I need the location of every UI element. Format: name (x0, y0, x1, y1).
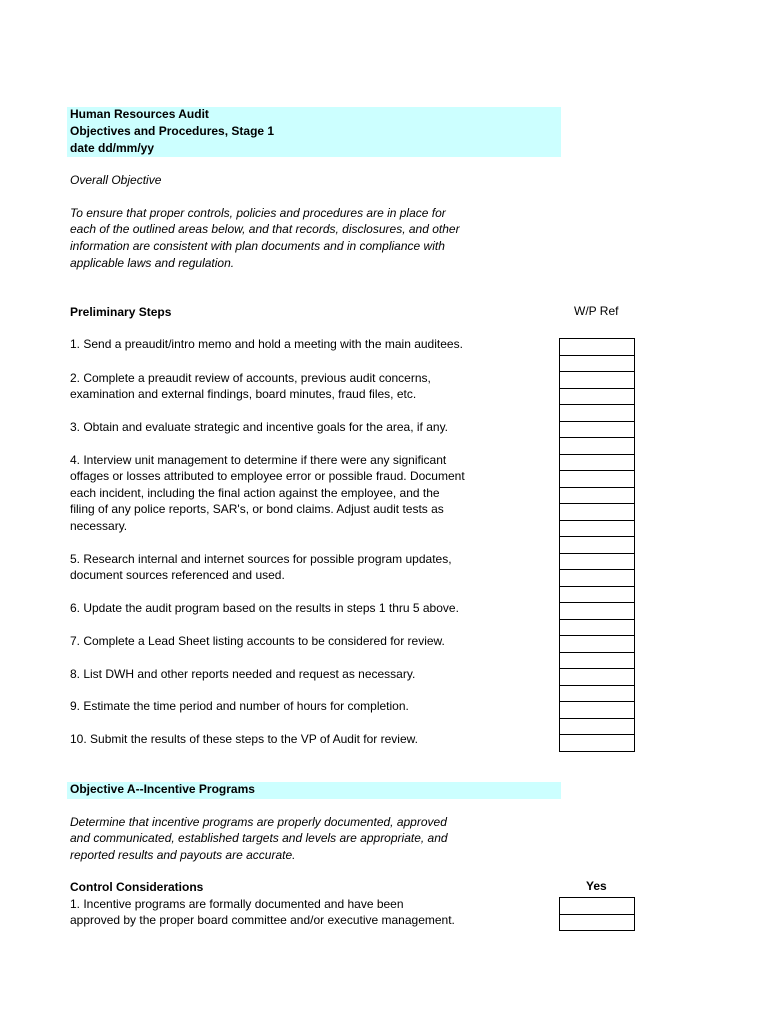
step-item: each incident, including the final action against the employee, and the (70, 486, 440, 500)
step-item: 6. Update the audit program based on the results in steps 1 thru 5 above. (70, 601, 459, 615)
wp-ref-cell[interactable] (559, 734, 635, 752)
wp-ref-header: W/P Ref (574, 304, 619, 318)
control-considerations-title: Control Considerations (70, 880, 204, 894)
wp-ref-cell[interactable] (559, 470, 635, 488)
step-item: 5. Research internal and internet sources for possible program updates, (70, 552, 452, 566)
overall-objective-text: applicable laws and regulation. (70, 256, 235, 270)
objective-a-text: and communicated, established targets and levels are appropriate, and (70, 831, 448, 845)
step-item: 7. Complete a Lead Sheet listing accounts to be considered for review. (70, 634, 445, 648)
yes-cell[interactable] (559, 914, 635, 932)
overall-objective-text: each of the outlined areas below, and that records, disclosures, and other (70, 222, 460, 236)
yes-header: Yes (586, 879, 607, 893)
wp-ref-cell[interactable] (559, 503, 635, 521)
yes-cell[interactable] (559, 897, 635, 915)
wp-ref-cell[interactable] (559, 355, 635, 373)
wp-ref-cell[interactable] (559, 602, 635, 620)
objective-a-text: Determine that incentive programs are properly documented, approved (70, 815, 447, 829)
step-item: 8. List DWH and other reports needed and request as necessary. (70, 667, 416, 681)
step-item: 4. Interview unit management to determine if there were any significant (70, 453, 447, 467)
doc-subtitle: Objectives and Procedures, Stage 1 (70, 124, 275, 138)
objective-a-text: reported results and payouts are accurate. (70, 848, 296, 862)
wp-ref-cell[interactable] (559, 635, 635, 653)
step-item: necessary. (70, 519, 128, 533)
step-item: filing of any police reports, SAR's, or bond claims. Adjust audit tests as (70, 502, 444, 516)
wp-ref-cell[interactable] (559, 569, 635, 587)
wp-ref-cell[interactable] (559, 586, 635, 604)
wp-ref-cell[interactable] (559, 421, 635, 439)
overall-objective-text: information are consistent with plan documents and in compliance with (70, 239, 445, 253)
step-item: offages or losses attributed to employee error or possible fraud. Document (70, 469, 465, 483)
overall-objective-text: To ensure that proper controls, policies and procedures are in place for (70, 206, 446, 220)
wp-ref-cell[interactable] (559, 454, 635, 472)
doc-title: Human Resources Audit (70, 107, 209, 121)
preliminary-steps-title: Preliminary Steps (70, 305, 172, 319)
wp-ref-cell[interactable] (559, 668, 635, 686)
step-item: 3. Obtain and evaluate strategic and incentive goals for the area, if any. (70, 420, 449, 434)
wp-ref-cell[interactable] (559, 652, 635, 670)
overall-objective-label: Overall Objective (70, 173, 162, 187)
wp-ref-cell[interactable] (559, 701, 635, 719)
doc-date: date dd/mm/yy (70, 141, 155, 155)
objective-a-title: Objective A--Incentive Programs (70, 782, 255, 796)
wp-ref-cell[interactable] (559, 404, 635, 422)
wp-ref-cell[interactable] (559, 371, 635, 389)
wp-ref-cell[interactable] (559, 553, 635, 571)
step-item: 10. Submit the results of these steps to the VP of Audit for review. (70, 732, 418, 746)
step-item: 2. Complete a preaudit review of accounts, previous audit concerns, (70, 371, 431, 385)
step-item: examination and external findings, board minutes, fraud files, etc. (70, 387, 417, 401)
wp-ref-cell[interactable] (559, 685, 635, 703)
wp-ref-cell[interactable] (559, 718, 635, 736)
control-item: 1. Incentive programs are formally documented and have been (70, 897, 404, 911)
wp-ref-cell[interactable] (559, 520, 635, 538)
control-item: approved by the proper board committee and/or executive management. (70, 913, 455, 927)
wp-ref-cell[interactable] (559, 338, 635, 356)
wp-ref-cell[interactable] (559, 388, 635, 406)
wp-ref-cell[interactable] (559, 437, 635, 455)
wp-ref-cell[interactable] (559, 487, 635, 505)
wp-ref-cell[interactable] (559, 619, 635, 637)
step-item: document sources referenced and used. (70, 568, 285, 582)
step-item: 9. Estimate the time period and number of hours for completion. (70, 699, 409, 713)
wp-ref-cell[interactable] (559, 536, 635, 554)
step-item: 1. Send a preaudit/intro memo and hold a meeting with the main auditees. (70, 337, 463, 351)
